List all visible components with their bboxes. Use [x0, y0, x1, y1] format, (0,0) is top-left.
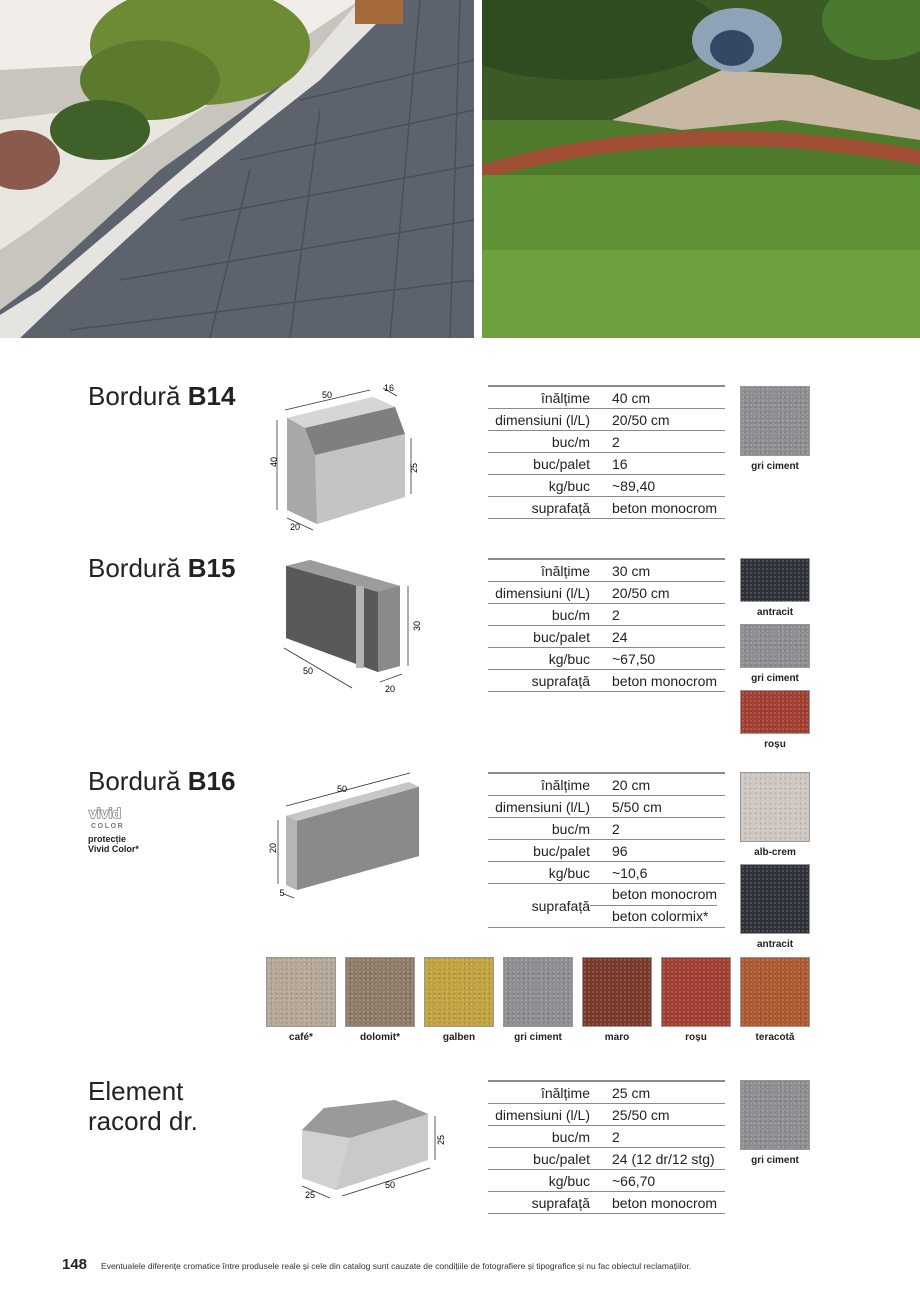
- spec-row: buc/palet 16: [488, 453, 725, 475]
- vivid-logo-color: COLOR: [91, 823, 125, 829]
- color-label: café*: [289, 1032, 313, 1043]
- product-title-b15: Bordură B15: [88, 553, 236, 583]
- racord-dim-25: 25: [436, 1134, 446, 1146]
- spec-row: înălțime 20 cm: [488, 774, 725, 796]
- b16-dim-20: 20: [268, 842, 278, 854]
- racord-drawing: [290, 1090, 450, 1205]
- disclaimer-note: Eventualele diferențe cromatice între produsele reale și cele din catalog sunt cauzate de condițiile de fotografiere și tipografice și nu fac obiectul reclamațiilor.: [101, 1261, 692, 1271]
- color-label: roșu: [764, 739, 786, 750]
- color-label: gri ciment: [751, 673, 799, 684]
- color-label: dolomit*: [360, 1032, 400, 1043]
- spec-table-b16: [488, 772, 725, 928]
- page-number: 148: [62, 1256, 88, 1273]
- vivid-color-logo: [88, 803, 134, 829]
- b15-drawing: [268, 556, 433, 701]
- color-swatch-cafe[interactable]: [266, 957, 336, 1027]
- color-label: maro: [604, 1032, 630, 1043]
- b16-dim-5: 5: [279, 888, 285, 898]
- color-swatch-gri-ciment[interactable]: [740, 624, 810, 668]
- color-swatch-maro[interactable]: [582, 957, 652, 1027]
- photo-paving-curb: [0, 0, 474, 338]
- surface-value: beton monocrom: [590, 884, 717, 906]
- spec-row: buc/m 2: [488, 604, 725, 626]
- color-swatch-antracit[interactable]: [740, 864, 810, 934]
- b14-dim-50: 50: [321, 390, 333, 400]
- spec-table-b14: [488, 385, 725, 519]
- spec-row: dimensiuni (l/L) 20/50 cm: [488, 409, 725, 431]
- b16-dim-50: 50: [336, 784, 348, 794]
- spec-row: kg/buc ~66,70: [488, 1170, 725, 1192]
- color-swatch-teracota[interactable]: [740, 957, 810, 1027]
- spec-row: înălțime 30 cm: [488, 560, 725, 582]
- spec-row-surface: suprafață beton monocrom beton colormix*: [488, 884, 725, 928]
- color-label: roșu: [685, 1032, 707, 1043]
- spec-row: suprafață beton monocrom: [488, 670, 725, 692]
- spec-row: înălțime 40 cm: [488, 387, 725, 409]
- color-label: gri ciment: [514, 1032, 562, 1043]
- vivid-logo-word: vivid: [89, 805, 121, 821]
- page-footer: [62, 1256, 691, 1273]
- color-swatch-rosu[interactable]: [661, 957, 731, 1027]
- spec-row: înălțime 25 cm: [488, 1082, 725, 1104]
- spec-row: buc/m 2: [488, 431, 725, 453]
- spec-row: kg/buc ~89,40: [488, 475, 725, 497]
- spec-row: kg/buc ~10,6: [488, 862, 725, 884]
- surface-value: beton colormix*: [612, 908, 709, 924]
- color-label: gri ciment: [751, 1155, 799, 1166]
- spec-row: buc/m 2: [488, 1126, 725, 1148]
- spec-table-b15: [488, 558, 725, 692]
- b14-dim-16: 16: [383, 383, 395, 393]
- color-label: alb-crem: [754, 847, 796, 858]
- color-swatch-alb-crem[interactable]: [740, 772, 810, 842]
- color-swatch-gri-ciment[interactable]: [740, 1080, 810, 1150]
- spec-row: dimensiuni (l/L) 20/50 cm: [488, 582, 725, 604]
- spec-row: kg/buc ~67,50: [488, 648, 725, 670]
- b15-dim-20: 20: [384, 684, 396, 694]
- spec-row: buc/m 2: [488, 818, 725, 840]
- b16-drawing: [264, 772, 429, 900]
- product-title-b14: Bordură B14: [88, 381, 236, 411]
- color-swatch-gri-ciment[interactable]: [503, 957, 573, 1027]
- color-swatch-dolomit[interactable]: [345, 957, 415, 1027]
- b14-dim-20: 20: [289, 522, 301, 532]
- spec-row: dimensiuni (l/L) 25/50 cm: [488, 1104, 725, 1126]
- b14-drawing: [265, 382, 430, 532]
- spec-row: dimensiuni (l/L) 5/50 cm: [488, 796, 725, 818]
- spec-row: buc/palet 24 (12 dr/12 stg): [488, 1148, 725, 1170]
- vivid-note: protecție Vivid Color*: [88, 834, 139, 854]
- color-swatch-antracit[interactable]: [740, 558, 810, 602]
- spec-row: suprafață beton monocrom: [488, 497, 725, 519]
- spec-table-racord: [488, 1080, 725, 1214]
- product-title-b16: Bordură B16: [88, 766, 236, 796]
- color-label: teracotă: [755, 1032, 795, 1043]
- b15-dim-30: 30: [412, 620, 422, 632]
- color-swatch-rosu[interactable]: [740, 690, 810, 734]
- spec-row: buc/palet 24: [488, 626, 725, 648]
- color-label: antracit: [756, 939, 794, 950]
- product-title-racord: Element racord dr.: [88, 1076, 198, 1136]
- color-swatch-galben[interactable]: [424, 957, 494, 1027]
- racord-dim-50: 50: [384, 1180, 396, 1190]
- b14-dim-25: 25: [409, 462, 419, 474]
- color-label: antracit: [756, 607, 794, 618]
- color-swatch-gri-ciment[interactable]: [740, 386, 810, 456]
- color-label: gri ciment: [751, 461, 799, 472]
- spec-row: suprafață beton monocrom: [488, 1192, 725, 1214]
- photo-garden-lawn: [482, 0, 920, 338]
- b14-dim-40: 40: [269, 456, 279, 468]
- b15-dim-50: 50: [302, 666, 314, 676]
- racord-dim-25b: 25: [304, 1190, 316, 1200]
- spec-row: buc/palet 96: [488, 840, 725, 862]
- color-label: galben: [442, 1032, 476, 1043]
